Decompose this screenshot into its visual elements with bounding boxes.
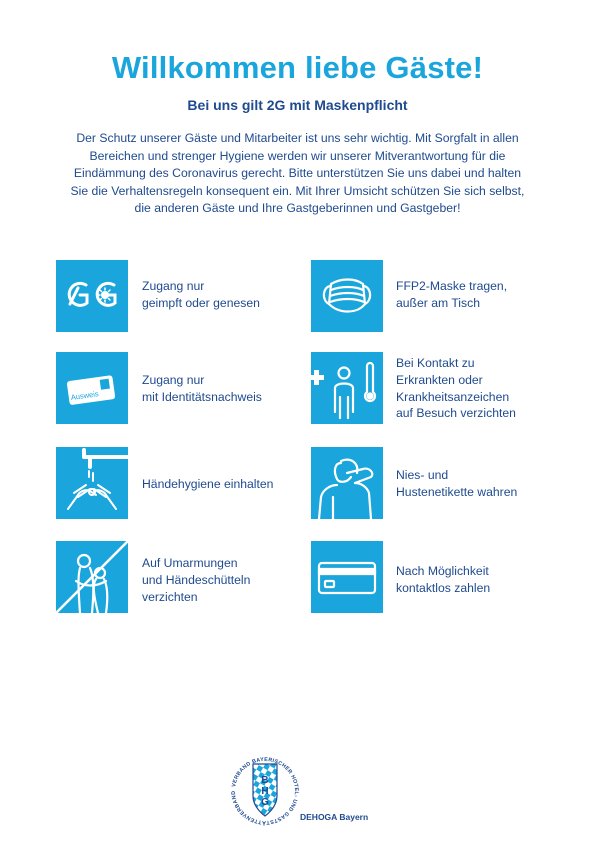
svg-text:VERBAND BAYERISCHER HOTEL- UND: VERBAND BAYERISCHER HOTEL- UND GASTSTÄTTENVERBAND — [230, 756, 300, 826]
rule-label-sneeze — [396, 467, 517, 501]
intro-line: Bereichen und strenger Hygiene werden wir unserer Mitverantwortung für die — [89, 148, 506, 163]
hand-washing-icon — [56, 447, 128, 519]
rule-text: Zugang nur — [142, 279, 205, 293]
rule-text: und Händeschütteln — [142, 572, 251, 587]
intro-line: Sie die Verhaltensregeln konsequent ein. Mit Ihrer Umsicht schützen Sie sich selbst, — [70, 183, 525, 198]
rule-label-mask — [396, 278, 507, 312]
no-hug-icon — [56, 541, 128, 613]
rule-text: Händehygiene einhalten — [142, 477, 274, 491]
rule-text: Hustenetikette wahren — [396, 484, 518, 499]
svg-text:B: B — [261, 775, 269, 786]
rule-text: außer am Tisch — [396, 295, 480, 310]
rule-label-hands — [142, 476, 273, 493]
rule-text: auf Besuch verzichten — [396, 406, 516, 421]
rule-label-nohug — [142, 555, 250, 605]
rule-text: Erkrankten oder — [396, 372, 483, 387]
sick-person-icon — [311, 352, 383, 424]
rule-text: verzichten — [142, 589, 198, 604]
page-subtitle: Bei uns gilt 2G mit Maskenpflicht — [187, 97, 408, 113]
rule-text: geimpft oder genesen — [142, 295, 260, 310]
mask-icon — [311, 260, 383, 332]
rule-text: mit Identitätsnachweis — [142, 389, 262, 404]
intro-paragraph — [40, 130, 555, 218]
svg-text:H: H — [261, 786, 269, 797]
brand-name: DEHOGA Bayern — [300, 812, 369, 822]
rule-text: Zugang nur — [142, 373, 205, 387]
rule-label-2g — [142, 278, 260, 312]
rule-label-payment — [396, 563, 490, 597]
rule-text: Krankheitsanzeichen — [396, 389, 510, 404]
rule-text: Auf Umarmungen — [142, 556, 238, 570]
rule-text: kontaktlos zahlen — [396, 580, 491, 595]
page-title: Willkommen liebe Gäste! — [111, 50, 484, 85]
2g-icon — [56, 260, 128, 332]
svg-text:G: G — [261, 797, 269, 808]
id-card-text: Ausweis — [70, 389, 100, 402]
rule-label-id — [142, 372, 262, 406]
rule-label-sick — [396, 355, 516, 422]
intro-line: die anderen Gäste und Ihre Gastgeberinnen und Gastgeber! — [134, 201, 461, 216]
bhg-logo — [226, 752, 304, 830]
intro-line: Der Schutz unserer Gäste und Mitarbeiter ist uns sehr wichtig. Mit Sorgfalt in allen — [76, 131, 519, 145]
rule-text: Nach Möglichkeit — [396, 564, 489, 578]
rule-text: Bei Kontakt zu — [396, 356, 475, 370]
rule-text: FFP2-Maske tragen, — [396, 279, 508, 293]
sneeze-icon — [311, 447, 383, 519]
intro-line: Eindämmung des Coronavirus gerecht. Bitte unterstützen Sie uns dabei und halten — [73, 166, 522, 181]
payment-card-icon — [311, 541, 383, 613]
rule-text: Nies- und — [396, 468, 449, 482]
id-card-icon — [56, 352, 128, 424]
